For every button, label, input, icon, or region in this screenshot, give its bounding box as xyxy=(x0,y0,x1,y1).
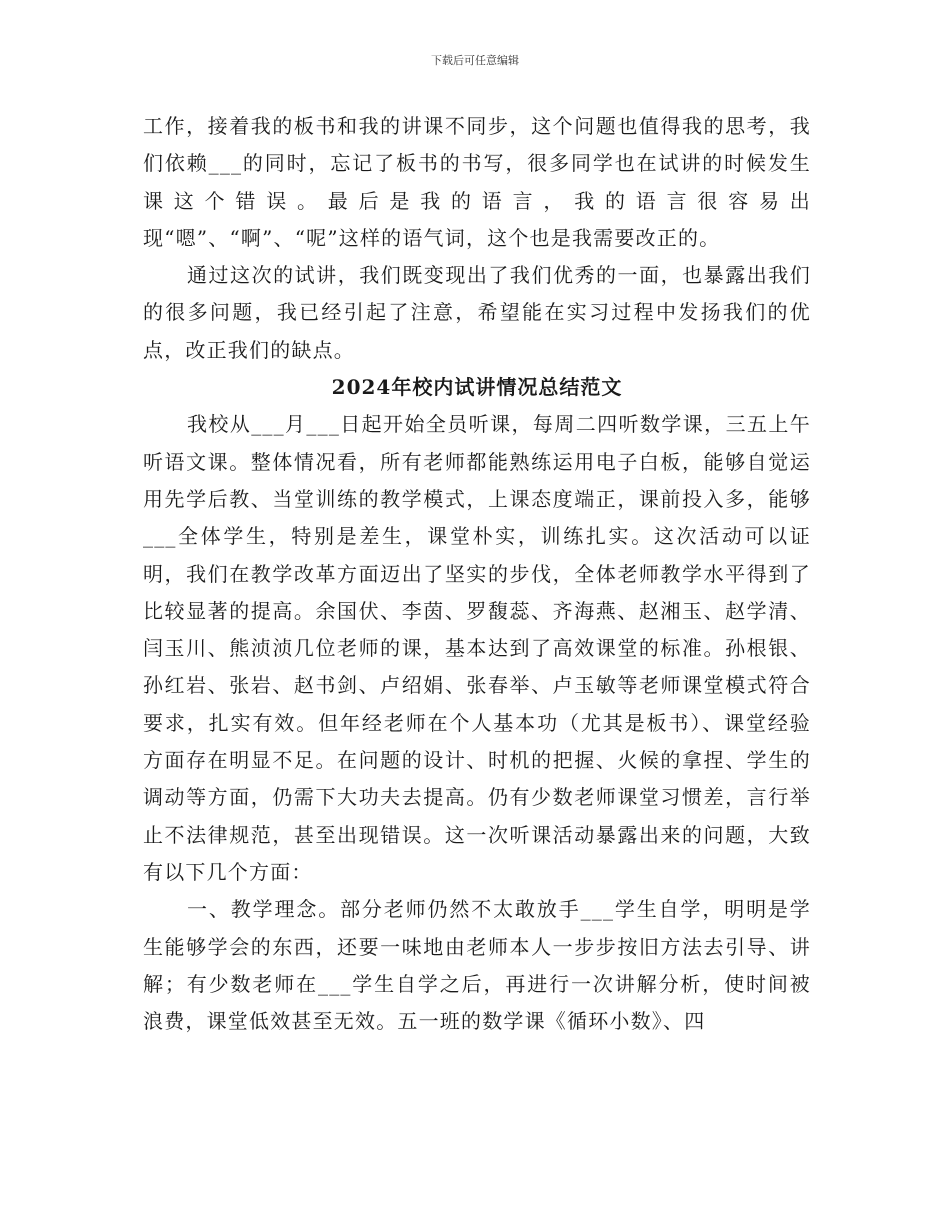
paragraph-summary: 通过这次的试讲，我们既变现出了我们优秀的一面，也暴露出我们的很多问题，我已经引起了注意，希望能在实习过程中发扬我们的优点，改正我们的缺点。 xyxy=(143,263,811,362)
paragraph-overview: 我校从___月___日起开始全员听课，每周二四听数学课，三五上午听语文课。整体情况看，所有老师都能熟练运用电子白板，能够自觉运用先学后教、当堂训练的教学模式，上课态度端正，课前投入多，能够___全体学生，特别是差生，课堂朴实，训练扎实。这次活动可以证明，我们在教学改革方面迈出了坚实的步伐，全体老师教学水平得到了比较显著的提高。余国伏、李茵、罗馥蕊、齐海燕、赵湘玉、赵学清、闫玉川、熊浈浈几位老师的课，基本达到了高效课堂的标准。孙根银、孙红岩、张岩、赵书剑、卢绍娟、张春举、卢玉敏等老师课堂模式符合要求，扎实有效。但年经老师在个人基本功（尤其是板书）、课堂经验方面存在明显不足。在问题的设计、时机的把握、火候的拿捏、学生的调动等方面，仍需下大功夫去提高。仍有少数老师课堂习惯差，言行举止不法律规范，甚至出现错误。这一次听课活动暴露出来的问题，大致有以下几个方面： xyxy=(143,412,811,884)
paragraph-teaching-concept: 一、教学理念。部分老师仍然不太敢放手___学生自学，明明是学生能够学会的东西，还要一味地由老师本人一步步按旧方法去引导、讲解；有少数老师在___学生自学之后，再进行一次讲解分析，使时间被浪费，课堂低效甚至无效。五一班的数学课《循环小数》、四 xyxy=(143,897,811,1034)
paragraph-continuation: 工作，接着我的板书和我的讲课不同步，这个问题也值得我的思考，我们依赖___的同时，忘记了板书的书写，很多同学也在试讲的时候发生课这个错误。最后是我的语言，我的语言很容易出现“嗯”、“啊”、“呢”这样的语气词，这个也是我需要改正的。 xyxy=(143,114,811,250)
section-title: 2024年校内试讲情况总结范文 xyxy=(331,375,623,400)
page-header: 下载后可任意编辑 xyxy=(431,54,519,67)
document-body xyxy=(143,108,811,1040)
